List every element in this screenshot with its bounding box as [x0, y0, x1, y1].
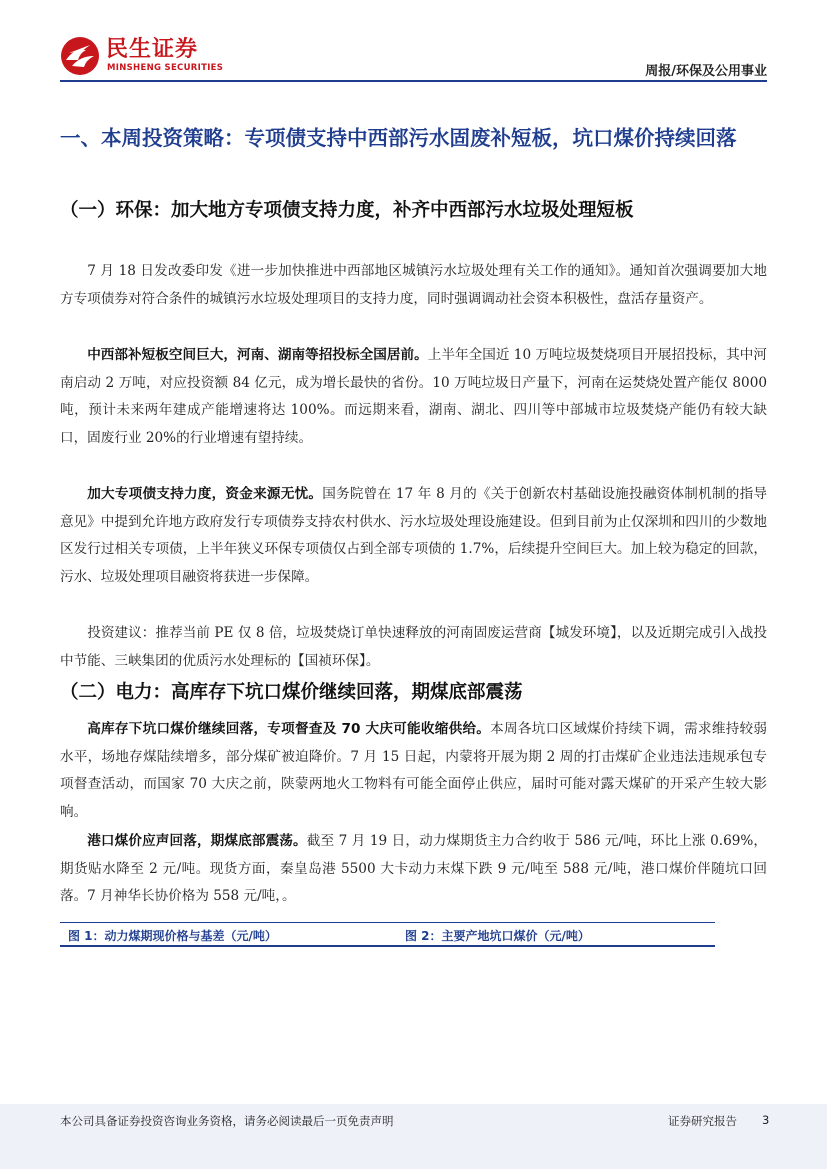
footer-disclaimer: 本公司具备证券投资咨询业务资格，请务必阅读最后一页免责声明 — [60, 1114, 394, 1128]
paragraph-lead: 加大专项债支持力度，资金来源无忧。 — [87, 486, 323, 502]
paragraph-mine-coal-price — [60, 716, 767, 826]
logo-chinese-name: 民生证券 — [106, 37, 199, 62]
logo-english-name: MINSHENG SECURITIES — [107, 63, 224, 73]
paragraph-investment-advice: 投资建议：推荐当前 PE 仅 8 倍，垃圾焚烧订单快速释放的河南固废运营商【城发环境】，以及近期完成引入战投中节能、三峡集团的优质污水处理标的【国祯环保】。 — [60, 625, 767, 669]
paragraph-body: 截至 7 月 19 日，动力煤期货主力合约收于 586 元/吨，环比上涨 0.69%，期货贴水降至 2 元/吨。现货方面，秦皇岛港 5500 大卡动力末煤下跌 9 元/吨至 588 元/吨，港口煤价伴随坑口回落。7 月神华长协价格为 558 元/吨，。 — [60, 833, 768, 904]
paragraph-body: 上半年全国近 10 万吨垃圾焚烧项目开展招投标，其中河南启动 2 万吨，对应投资额 84 亿元，成为增长最快的省份。10 万吨垃圾日产量下，河南在运焚烧处置产能仅 8000 吨，预计未来两年建成产能增速将达 100%。而远期来看，湖南、湖北、四川等中部城市垃圾焚烧产能仍有较大缺口，固废行业 20%的行业增速有望持续。 — [60, 347, 767, 446]
figure-rule-top — [60, 922, 715, 923]
subsection-title-power: （二）电力：高库存下坑口煤价继续回落，期煤底部震荡 — [60, 682, 523, 703]
page-footer — [0, 1104, 827, 1169]
paragraph-body: 国务院曾在 17 年 8 月的《关于创新农村基础设施投融资体制机制的指导意见》中提到允许地方政府发行专项债券支持农村供水、污水垃圾处理设施建设。但到目前为止仅深圳和四川的少数地区发行过相关专项债，上半年狭义环保专项债仅占到全部专项债的 1.7%，后续提升空间巨大。加上较为稳定的回款，污水、垃圾处理项目融资将获进一步保障。 — [60, 486, 768, 585]
subsection-title-environment: （一）环保：加大地方专项债支持力度，补齐中西部污水垃圾处理短板 — [60, 200, 634, 221]
paragraph-port-coal-price — [60, 828, 767, 911]
paragraph-policy-notice: 7 月 18 日发改委印发《进一步加快推进中西部地区城镇污水垃圾处理有关工作的通知》。通知首次强调要加大地方专项债券对符合条件的城镇污水垃圾处理项目的支持力度，同时强调调动社会资本积极性，盘活存量资产。 — [60, 263, 767, 307]
minsheng-logo-icon — [60, 36, 100, 76]
company-logo — [60, 36, 240, 80]
paragraph-lead: 港口煤价应声回落，期煤底部震荡。 — [87, 833, 307, 849]
figure-2-caption: 图 2：主要产地坑口煤价（元/吨） — [405, 929, 590, 943]
page-number: 3 — [762, 1113, 770, 1127]
paragraph-lead: 中西部补短板空间巨大，河南、湖南等招投标全国居前。 — [87, 347, 428, 363]
figure-captions — [60, 922, 715, 946]
figure-rule-bottom — [60, 945, 715, 947]
header-divider — [60, 80, 767, 82]
footer-report-label: 证券研究报告 — [668, 1114, 737, 1128]
paragraph-special-bonds — [60, 481, 767, 591]
section-title: 一、本周投资策略：专项债支持中西部污水固废补短板，坑口煤价持续回落 — [60, 126, 737, 150]
paragraph-body: 本周各坑口区域煤价持续下调，需求维持较弱水平，场地存煤陆续增多，部分煤矿被迫降价。7 月 15 日起，内蒙将开展为期 2 周的打击煤矿企业违法违规承包专项督查活动，而国家 70 大庆之前，陕蒙两地火工物料有可能全面停止供应，届时可能对露天煤矿的开采产生较大影响。 — [60, 721, 767, 820]
figure-1-caption: 图 1：动力煤期现价格与基差（元/吨） — [68, 929, 277, 943]
paragraph-central-west-gap — [60, 342, 767, 452]
paragraph-lead: 高库存下坑口煤价继续回落，专项督查及 70 大庆可能收缩供给。 — [87, 721, 491, 737]
page-header — [0, 0, 827, 92]
report-category: 周报/环保及公用事业 — [645, 64, 767, 79]
